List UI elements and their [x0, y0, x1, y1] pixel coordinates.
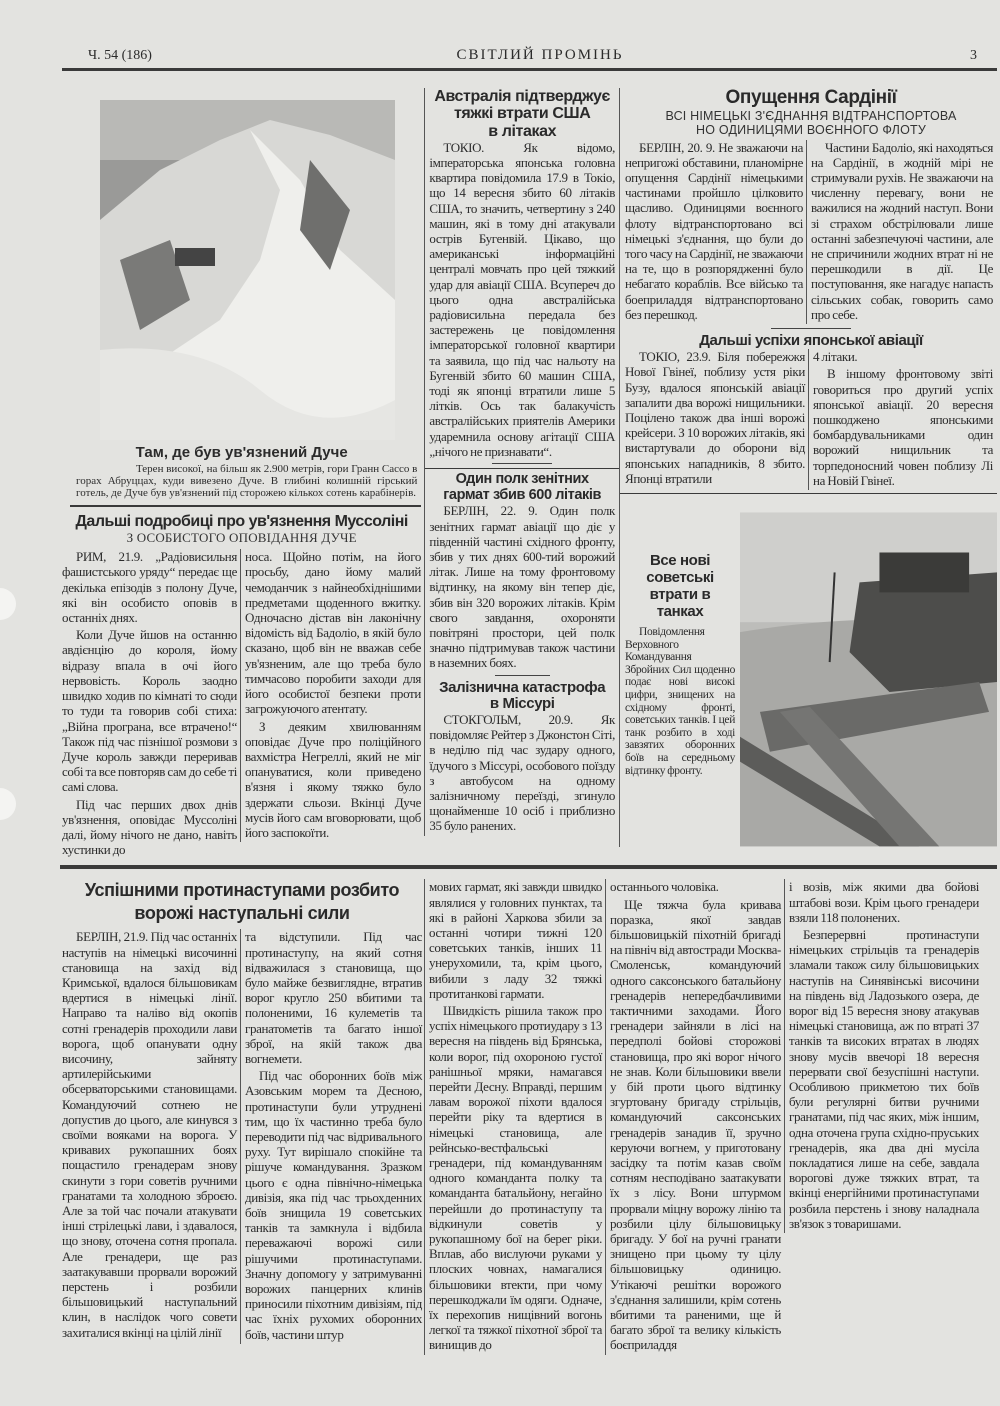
subheadline-sardinia: [625, 109, 997, 137]
headline-line: гармат збив 600 літаків: [443, 486, 602, 503]
headline-counterattacks: [62, 879, 422, 925]
section-rule: [70, 505, 421, 507]
punch-hole: [0, 588, 16, 620]
article-sardinia-col2: [806, 140, 993, 324]
article-mussolini-col1: [62, 549, 240, 859]
headline-line: Залізнична катастрофа: [439, 678, 606, 696]
subheadline-mussolini: З ОСОБИСТОГО ОПОВІДАННЯ ДУЧЕ: [126, 530, 357, 546]
counterattacks-lead-columns: [62, 929, 422, 1343]
section-rule: [620, 493, 997, 494]
headline-missouri: [429, 680, 615, 712]
left-column: [62, 88, 421, 859]
article-counterattacks-col3: [424, 879, 605, 1354]
headline-line: Все нові: [649, 551, 711, 569]
tanks-feature: [625, 512, 997, 847]
article-counterattacks-col4: [605, 879, 784, 1354]
article-missouri: [429, 712, 615, 834]
article-paragraph: БЕРЛІН, 22. 9. Один полк зенітних гармат авіації що діє у південній частині східного фронту, збив у тих днях 600-тий ворожий літак. Лише на тому фронтовому відтинку, на якому він тепер діє, збив він 320 ворожих літаків. Крім свого завдання, охороняти повітряні простори, цей полк значно підтримував також частини в наземних боях.: [429, 503, 615, 671]
article-japan-col1: [625, 349, 808, 488]
section-rule: [425, 468, 619, 469]
headline-line: тяжкі втрати США: [453, 105, 591, 123]
article-paragraph: ТОКІО, 23.9. Біля побережжя Нової Гвінеї, поблизу устя ріки Бузу, вдалося японській авіації запалити два ворожі нищильники. Поцілено також два інші ворожі крейсери. З 10 ворожих літаків, які вистартували до оборони від японських нападників, 8 збито. Японці втратили: [625, 349, 805, 486]
article-australia: [429, 140, 615, 459]
headline-line: советські: [646, 568, 714, 586]
top-section: [62, 88, 997, 859]
article-counterattacks-col5: [784, 879, 979, 1233]
headline-tanks: [625, 552, 735, 620]
headline-line: ворожі наступальні сили: [134, 903, 350, 924]
punch-hole: [0, 788, 16, 820]
headline-line: Успішними протинаступами розбито: [84, 880, 400, 901]
headline-line: в літаках: [488, 122, 557, 140]
newspaper-title: СВІТЛИЙ ПРОМІНЬ: [456, 47, 624, 63]
headline-mussolini: Дальші подробиці про ув'язнення Муссоліні: [75, 513, 408, 530]
photo-gran-sasso: [100, 100, 395, 440]
section-rule: [60, 865, 997, 869]
photo-caption-title: Там, де був ув'язнений Дуче: [135, 444, 348, 461]
middle-column: [424, 88, 619, 836]
article-paragraph: Коли Дуче йшов на останню авдієнцію до короля, йому відразу впала в очі його нервовість. Король заодно швидко ходив по кімнаті то сюди то туди та говорив собі стиха: „Війна програна, все втрачено!“ Також під час пізнішої розмови з Дуче король завжди переривав собі та все повторяв сам до себе ті самі слова.: [62, 627, 238, 795]
article-paragraph: Частини Бадоліо, які находяться на Сардінії, в жодній мірі не стримували рухів. Не зважаючи на численну перевагу, вони не важилися на жодний наступ. Вони зі страхом обстрілювали лише останні забезпечуючі частини, але не спричинили жодних втрат ні не перешкодили в дії. Це поступовання, яке нагадує напасть сільських собак, говорить само про себе.: [811, 139, 993, 322]
article-paragraph: Під час оборонних боїв між Азовським морем та Десною, протинаступи були утруднені тим, що їх частинно треба було переводити під час відривального руху. Тут вирішало спокійне та рішуче командування. Зразком цього є одна північно-німецька дивізія, яка під час трьохденних боїв знищила 19 советських танків та замкнула і відбила переважаючі ворожі сили рішучими протинаступами. Значну допомогу у затримуванні ворожих панцерних клинів приносили піхотним дивізіям, під час їхніх рухомих оборонних боїв, частини штур: [245, 1068, 422, 1342]
photo-caption-text: Терен високої, на більш як 2.900 метрів, гори Гранн Сассо в горах Абруццах, куди вивезено Дуче. В глибині колишній гірський готель, де Дуче був ув'язнений під сторожею кількох сотень карабінерів.: [76, 463, 418, 499]
article-counterattacks: [62, 879, 997, 1354]
article-sardinia-col1: [625, 140, 806, 324]
issue-number: Ч. 54 (186): [88, 48, 152, 63]
article-counterattacks-col2: [240, 929, 422, 1343]
right-column: [619, 88, 997, 847]
article-tanks: [625, 626, 735, 777]
article-paragraph: З деяким хвилюванням оповідає Дуче про поліційного вахмістра Негреллі, який не міг опануватися, коли приведено в'язня і якому тяжко було здержати сльози. Вкінці Дуче мусів його сам вговорювати, щоб його заспокоїти.: [245, 718, 421, 840]
headline-australia: [429, 88, 615, 140]
headline-japan-aviation: Дальші успіхи японської авіації: [699, 331, 923, 349]
page-body: [62, 0, 997, 1355]
page-number: 3: [970, 48, 979, 63]
article-paragraph: 4 літаки.: [813, 349, 858, 365]
separator: [495, 675, 550, 676]
article-paragraph: Під час перших двох днів ув'язнення, оповідає Муссоліні далі, йому нічого не дано, навіть хустинки до: [62, 796, 237, 858]
article-paragraph: Ще тяжча була кривава поразка, якої завдав більшовицькій піхотній бригаді на північ від автостради Москва-Смоленськ, командуючий одного саксонського батальйону гренадерів непередбачливими тактичними заходами. Його гренадери зайняли в лісі на передполі бойові сторожові становища, про які ворог нічого не знав. Коли більшовики ввели у бій проти цього відтинку згуртовану бригаду стрільців, командуючий саксонських гренадерів занадив її, зручно керуючи вогнем, у приготовану засідку та потім казав своїм сотням несподівано заатакувати їх з лісу. Вони штурмом прорвали міцну ворожу лінію та розбили цілу більшовицьку бригаду. У бої на ручні гранати знищено при цьому ту цілу більшовицьку одиницю. Утікаючі решітки ворожого з'єднання залишили, крім сотень вбитими та раненими, ще й багато зброї та велику кількість боєприладдя: [610, 896, 781, 1353]
photo-destroyed-tank: [740, 512, 997, 847]
article-japan-aviation: [625, 349, 997, 490]
article-paragraph: БЕРЛІН, 21.9. Під час останніх наступів на німецькі височинні становища на захід від Кримської, вдалося більшовикам вдертися в німецькі лінії. Направо та наліво від окопів сотні гренадерів проходили лави ворога, щоб опанувати одну височину, зайняту артилерійськими обсерваторськими становищами. Командуючий сотнею не допустив до цього, але кинувся з своїми вояками на ворога. У кривавих рукопашних боях пощастило гренадерам знову скинути з гори советів ручними гранатами та холодною зброєю. Але за той час почали атакувати інші стрілецькі лави, і здавалося, що знову, оточена сотня пропала. Але гренадери, ще раз заатакувавши прорвали ворожий перстень і розбили більшовицький наступальний клин, в наслідок чого совети захиталися вкінці на цілій лінії: [62, 929, 237, 1340]
headline-line: в Міссурі: [489, 694, 555, 712]
article-paragraph: та відступили. Під час протинаступу, на який сотня відважилася з становища, що було майже безвиглядне, втратив ворог кругло 250 вбитими та полоненими, 16 кулеметів та гранатометів та багато іншої зброї, на якій також два вогнемети.: [245, 929, 422, 1066]
article-paragraph: мових гармат, які завжди швидко являлися у головних пунктах, та які в районі Харкова збили за останні чотири тижні 120 советських танків, інших 11 унерухомили, та, крім цього, вибили з ладу 32 тяжкі протитанкові гармати.: [429, 879, 602, 1001]
article-paragraph: Повідомлення Верховного Командування Збройних Сил щоденно подає нові високі цифри, знищених на східному фронті, советських танків. І цей танк розбито в ході завзятих оборонних боїв на середньому відтинку фронту.: [625, 625, 735, 777]
article-paragraph: РИМ, 21.9. „Радіовисильня фашистського уряду“ передає ще декілька епізодів з полону Дуче, які він особисто оповів в останніх днях.: [62, 549, 237, 626]
article-counterattacks-col1: [62, 929, 240, 1341]
headline-sardinia: Опущення Сардінії: [725, 87, 897, 108]
article-paragraph: В іншому фронтовому звіті говориться про другий успіх японської авіації. 20 вересня пошкоджено японськими бомбардувальниками один ворожий нищильник та торпедоносний човен поблизу Лі на Новій Гвінеї.: [813, 366, 993, 488]
tanks-text-block: [625, 512, 735, 779]
article-mussolini-col2: [240, 549, 421, 842]
article-paragraph: ТОКІО. Як відомо, імператорська японська головна квартира повідомила 17.9 в Токіо, що 14 вересня збито 60 літаків США, то значить, четвертину з 240 машин, які в тому дні атакували острів Бугенвій. Цікаво, що американські інформаційні централі мовчать про цей тяжкий удар для авіації США. Всупереч до цього одна австралійська радіовисильна передала без застережень це повідомлення імператорської головної квартири та заявила, що під час нальоту на Бугенвій збито 60 машин США, тоді як японці втратили лише 5 літків. Ось так балакучість австралійських приятелів Америки ударемнила основу агітації США „нічого не признавати“.: [429, 139, 615, 459]
article-paragraph: і возів, між якими два бойові штабові вози. Крім цього гренадери взяли 118 полонених.: [789, 879, 979, 925]
headline-line: втрати в: [649, 585, 711, 603]
article-paragraph: БЕРЛІН, 20. 9. Не зважаючи на непригожі обставини, планомірне опущення Сардінії німецькими частинами пройшло цілковито щасливо. Одиницями воєнного флоту відтранспортовано всі німецькі з'єднання, що були до того часу на Сардінії, не зважаючи на те, що в розпорядженні було небагато кораблів. Все військо та боеприладдя відтранспортовано без перешкод.: [625, 139, 803, 322]
headline-flak-regiment: [429, 472, 615, 503]
article-sardinia: [625, 140, 997, 324]
article-paragraph: носа. Щойно потім, на його просьбу, дано йому малий чемоданчик з найнеобхіднішими предметами щоденного вжитку. Одночасно дістав він лаконічну відомість від Бадоліо, в якій було сказано, щоб він не вважав себе ув'язненим, але що треба було тимчасово поробити заходи для його особистої безпеки проти загрожуючого атентату.: [245, 549, 421, 717]
separator: [771, 328, 851, 329]
article-paragraph: СТОКГОЛЬМ, 20.9. Як повідомляє Рейтер з Джонстон Сіті, в неділю під час зудару одного, їдучого з Міссурі, особового поїзду з автобусом на одному залізничному переїзді, згинуло щонайменше 10 осіб і приблизно 35 було ранених.: [429, 711, 615, 834]
headline-line: Австралія підтверджує: [434, 88, 610, 105]
counterattacks-lead: [62, 879, 422, 1343]
article-mussolini: [62, 549, 421, 859]
subheadline-line: ВСІ НІМЕЦЬКІ З'ЄДНАННЯ ВІДТРАНСПОРТОВА: [665, 108, 957, 123]
headline-line: танках: [656, 602, 704, 620]
separator: [492, 463, 552, 464]
article-paragraph: Швидкість рішила також про успіх німецького протиудару з 13 вересня на південь від Брянська, коли ворог, під охороною густої ранішньої мряки, намагався перейти Десну. Вправді, першим лавам ворожої піхоти вдалося перейти ріку та вдертися в німецькі становища, але рейнсько-вестфальські гренадери, під командуванням одного команданта полку та команданта батальйону, негайно перейшли до протинаступу та відкинули советів у рукопашному бої на берег ріки. Вплав, або вислуючи руками у плоских човнах, намагалися більшовики втекти, при чому перешкоджали їм одяги. Одначе, їх перехопив нищівний вогонь легкої та тяжкої піхотної зброї та винищив до: [429, 1002, 602, 1353]
article-paragraph: Безперервні протинаступи німецьких стрільців та гренадерів зламали також силу більшовицьких наступів на Синявінські височини на південь від Ладозького озера, де ворог від 15 вересня знову атакував німецькі становища, аж по втраті 37 танків та високих втратах в людях знову мусів ввечорі 18 вересня перервати свої безуспішні наступи. Особливою прикметою тих боїв були регулярні битви ручними гранатами, під час яких, між іншим, одна оточена група східно-пруських гренадерів, яка два дні мусіла покладатися лише на себе, завдала ворогові дуже тяжких втрат, та вкінці енергійними протинаступами розбила перстень і знову наладнала зв'язок з товаришами.: [789, 926, 979, 1231]
article-paragraph: останнього чоловіка.: [610, 879, 719, 895]
article-japan-col2: [808, 349, 993, 490]
subheadline-line: НО ОДИНИЦЯМИ ВОЄННОГО ФЛОТУ: [696, 122, 926, 137]
headline-line: Один полк зенітних: [455, 471, 589, 488]
article-flak-regiment: [429, 503, 615, 670]
